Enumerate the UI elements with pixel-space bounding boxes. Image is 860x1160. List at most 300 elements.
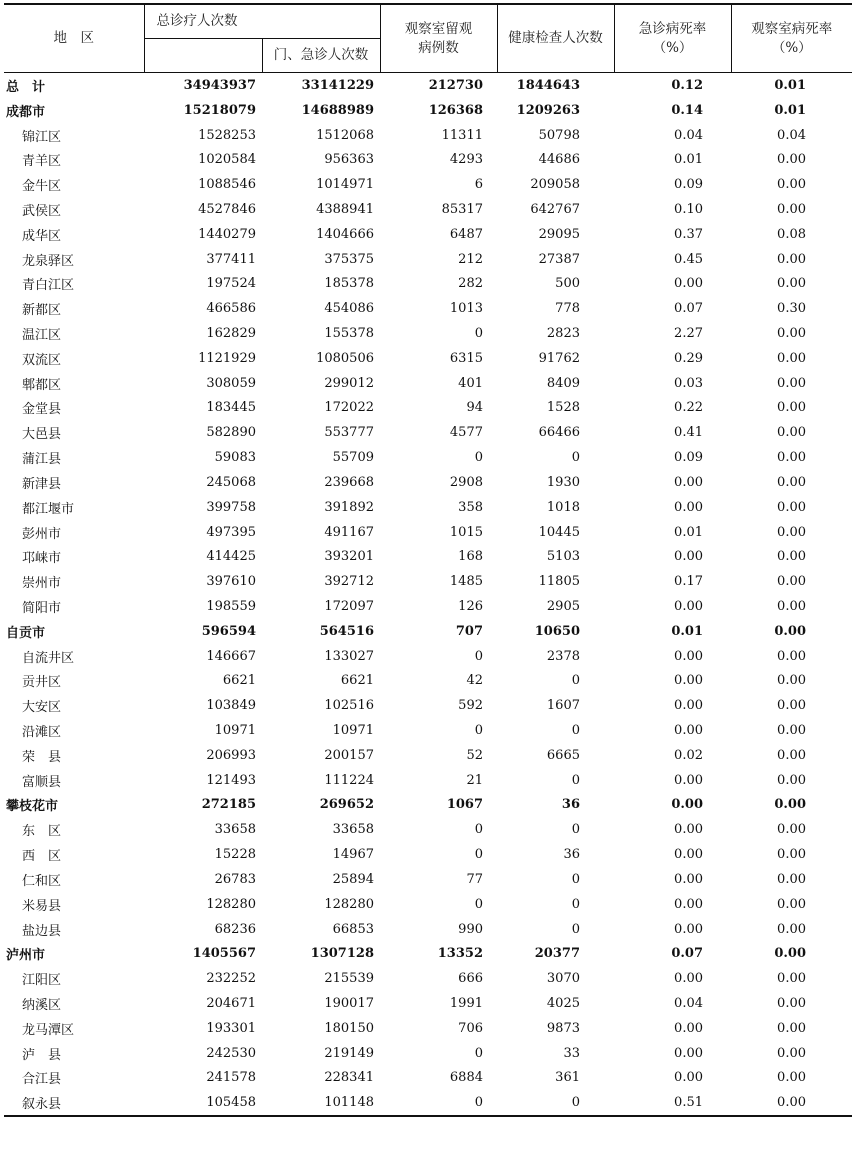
region-name-cell: 邛崃市	[22, 551, 62, 567]
observation-death-rate-cell: 0.08	[777, 226, 806, 242]
emergency-death-rate-cell: 0.00	[674, 549, 703, 565]
region-name-cell: 荣 县	[22, 749, 62, 765]
outpatient-emergency-cell: 375375	[324, 251, 374, 267]
total-visits-cell: 308059	[206, 375, 256, 391]
health-checkups-cell: 44686	[538, 152, 580, 168]
outpatient-emergency-cell: 66853	[332, 921, 374, 937]
outpatient-emergency-cell: 33658	[332, 822, 374, 838]
outpatient-emergency-cell: 1307128	[310, 946, 374, 962]
observation-cases-cell: 0	[474, 450, 483, 466]
total-visits-cell: 103849	[206, 698, 256, 714]
observation-cases-cell: 6	[474, 177, 483, 193]
table-row	[4, 495, 852, 520]
emergency-death-rate-cell: 0.10	[674, 201, 703, 217]
outpatient-emergency-cell: 391892	[324, 499, 374, 515]
emergency-death-rate-cell: 0.22	[674, 400, 703, 416]
observation-death-rate-cell: 0.00	[777, 474, 806, 490]
emergency-death-rate-cell: 0.04	[674, 995, 703, 1011]
header-observation-cases: 观察室留观病例数	[380, 4, 497, 73]
health-checkups-cell: 10445	[538, 524, 580, 540]
region-name-cell: 温江区	[22, 328, 62, 344]
emergency-death-rate-cell: 0.00	[674, 921, 703, 937]
emergency-death-rate-cell: 0.09	[674, 450, 703, 466]
outpatient-emergency-cell: 101148	[262, 1090, 380, 1116]
observation-death-rate-cell: 0.00	[777, 499, 806, 515]
emergency-death-rate-cell: 0.29	[674, 350, 703, 366]
region-name-cell: 东 区	[22, 824, 62, 840]
outpatient-emergency-cell: 228341	[324, 1070, 374, 1086]
region-name-cell: 彭州市	[22, 526, 62, 542]
outpatient-emergency-cell: 454086	[324, 301, 374, 317]
header-region: 地 区	[4, 4, 144, 73]
observation-cases-cell: 11311	[441, 127, 483, 143]
region-name-cell: 自流井区	[22, 650, 75, 666]
outpatient-emergency-cell: 1080506	[316, 350, 374, 366]
emergency-death-rate-cell: 0.45	[674, 251, 703, 267]
emergency-death-rate-cell: 0.07	[674, 301, 703, 317]
emergency-death-rate-cell: 0.00	[674, 971, 703, 987]
region-name-cell: 江阳区	[22, 973, 62, 989]
emergency-death-rate-cell: 0.00	[674, 499, 703, 515]
observation-death-rate-cell: 0.00	[777, 698, 806, 714]
observation-cases-cell: 0	[380, 1090, 497, 1116]
emergency-death-rate-cell: 0.00	[674, 896, 703, 912]
observation-cases-cell: 1015	[449, 524, 483, 540]
total-visits-cell: 6621	[222, 673, 256, 689]
health-checkups-cell: 0	[571, 921, 580, 937]
health-checkups-cell: 5103	[546, 549, 580, 565]
health-checkups-cell: 29095	[538, 226, 580, 242]
observation-cases-cell: 706	[458, 1020, 483, 1036]
emergency-death-rate-cell: 0.00	[674, 474, 703, 490]
observation-cases-cell: 1067	[446, 797, 483, 813]
table-row	[4, 371, 852, 396]
observation-death-rate-cell: 0.00	[777, 995, 806, 1011]
outpatient-emergency-cell: 185378	[324, 276, 374, 292]
health-checkups-cell: 0	[571, 871, 580, 887]
emergency-death-rate-cell: 0.00	[674, 1045, 703, 1061]
table-row	[4, 420, 852, 445]
emergency-death-rate-cell: 0.03	[674, 375, 703, 391]
observation-cases-cell: 126	[458, 598, 483, 614]
observation-cases-cell: 6487	[449, 226, 483, 242]
health-checkups-cell: 642767	[530, 201, 580, 217]
region-name-cell: 沿滩区	[22, 725, 62, 741]
outpatient-emergency-cell: 133027	[324, 648, 374, 664]
region-name-cell: 贡井区	[22, 675, 62, 691]
health-checkups-cell: 1930	[546, 474, 580, 490]
observation-death-rate-cell: 0.00	[777, 177, 806, 193]
observation-cases-cell: 0	[474, 723, 483, 739]
observation-death-rate-cell: 0.00	[777, 400, 806, 416]
observation-death-rate-cell: 0.00	[777, 375, 806, 391]
total-visits-cell: 105458	[144, 1090, 262, 1116]
observation-death-rate-cell: 0.00	[777, 276, 806, 292]
table-row	[4, 892, 852, 917]
table-row	[4, 346, 852, 371]
emergency-death-rate-cell: 0.00	[674, 1020, 703, 1036]
outpatient-emergency-cell: 1512068	[316, 127, 374, 143]
region-name-cell: 新津县	[22, 476, 62, 492]
table-row	[4, 793, 852, 818]
observation-death-rate-cell: 0.00	[731, 1090, 852, 1116]
table-row	[4, 693, 852, 718]
region-name-cell: 纳溪区	[22, 997, 62, 1013]
health-checkups-cell: 1844643	[516, 77, 580, 93]
observation-death-rate-cell: 0.00	[777, 574, 806, 590]
region-name-cell: 双流区	[22, 352, 62, 368]
health-checkups-cell: 0	[571, 772, 580, 788]
observation-cases-cell: 707	[455, 623, 483, 639]
health-checkups-cell: 0	[497, 1090, 614, 1116]
region-name-cell: 成华区	[22, 228, 62, 244]
total-visits-cell: 121493	[206, 772, 256, 788]
total-visits-cell: 241578	[206, 1070, 256, 1086]
region-name-cell: 金牛区	[22, 179, 62, 195]
observation-cases-cell: 0	[474, 896, 483, 912]
total-visits-cell: 397610	[206, 574, 256, 590]
observation-death-rate-cell: 0.00	[777, 723, 806, 739]
observation-death-rate-cell: 0.00	[777, 847, 806, 863]
table-row	[4, 73, 852, 98]
total-visits-cell: 206993	[206, 747, 256, 763]
emergency-death-rate-cell: 0.41	[674, 425, 703, 441]
total-visits-cell: 1440279	[198, 226, 256, 242]
observation-cases-cell: 0	[474, 847, 483, 863]
header-health-checkups: 健康检查人次数	[497, 4, 614, 73]
health-checkups-cell: 36	[563, 847, 580, 863]
health-checkups-cell: 11805	[538, 574, 580, 590]
table-row	[4, 594, 852, 619]
region-name-cell: 都江堰市	[22, 501, 75, 517]
observation-death-rate-cell: 0.00	[777, 350, 806, 366]
observation-cases-cell: 2908	[449, 474, 483, 490]
outpatient-emergency-cell: 553777	[324, 425, 374, 441]
emergency-death-rate-cell: 2.27	[674, 326, 703, 342]
table-row	[4, 296, 852, 321]
outpatient-emergency-cell: 239668	[324, 474, 374, 490]
observation-cases-cell: 592	[458, 698, 483, 714]
emergency-death-rate-cell: 0.01	[674, 524, 703, 540]
header-total-visits: 总诊疗人次数	[144, 4, 380, 39]
health-checkups-cell: 50798	[538, 127, 580, 143]
header-observation-death-rate: 观察室病死率（%）	[731, 4, 852, 73]
observation-death-rate-cell: 0.00	[777, 896, 806, 912]
table-row	[4, 396, 852, 421]
observation-cases-cell: 358	[458, 499, 483, 515]
region-name-cell: 叙永县	[4, 1090, 144, 1116]
total-visits-cell: 272185	[201, 797, 256, 813]
emergency-death-rate-cell: 0.51	[614, 1090, 731, 1116]
emergency-death-rate-cell: 0.00	[674, 1070, 703, 1086]
observation-death-rate-cell: 0.00	[774, 623, 806, 639]
emergency-death-rate-cell: 0.12	[671, 77, 703, 93]
table-header	[4, 4, 852, 73]
emergency-death-rate-cell: 0.00	[674, 847, 703, 863]
emergency-death-rate-cell: 0.04	[674, 127, 703, 143]
emergency-death-rate-cell: 0.00	[674, 698, 703, 714]
region-name-cell: 蒲江县	[22, 452, 62, 468]
total-visits-cell: 68236	[214, 921, 256, 937]
total-visits-cell: 1405567	[192, 946, 256, 962]
outpatient-emergency-cell: 299012	[324, 375, 374, 391]
region-name-cell: 米易县	[22, 898, 62, 914]
observation-cases-cell: 401	[458, 375, 483, 391]
health-checkups-cell: 1607	[546, 698, 580, 714]
emergency-death-rate-cell: 0.00	[674, 772, 703, 788]
health-checkups-cell: 27387	[538, 251, 580, 267]
total-visits-cell: 198559	[206, 598, 256, 614]
region-name-cell: 大邑县	[22, 427, 62, 443]
total-visits-cell: 4527846	[198, 201, 256, 217]
total-visits-cell: 146667	[206, 648, 256, 664]
health-checkups-cell: 20377	[534, 946, 580, 962]
observation-death-rate-cell: 0.00	[777, 251, 806, 267]
outpatient-emergency-cell: 14688989	[301, 102, 374, 118]
table-row	[4, 991, 852, 1016]
table-row	[4, 619, 852, 644]
emergency-death-rate-cell: 0.09	[674, 177, 703, 193]
total-visits-cell: 1528253	[198, 127, 256, 143]
region-name-cell: 崇州市	[22, 576, 62, 592]
outpatient-emergency-cell: 215539	[324, 971, 374, 987]
total-visits-cell: 193301	[206, 1020, 256, 1036]
emergency-death-rate-cell: 0.00	[674, 723, 703, 739]
table-row	[4, 842, 852, 867]
table-row	[4, 817, 852, 842]
health-checkups-cell: 6665	[546, 747, 580, 763]
outpatient-emergency-cell: 564516	[319, 623, 374, 639]
health-checkups-cell: 0	[571, 673, 580, 689]
observation-cases-cell: 85317	[441, 201, 483, 217]
outpatient-emergency-cell: 155378	[324, 326, 374, 342]
table-row	[4, 123, 852, 148]
total-visits-cell: 162829	[206, 326, 256, 342]
outpatient-emergency-cell: 10971	[332, 723, 374, 739]
region-name-cell: 自贡市	[6, 625, 46, 641]
observation-cases-cell: 4577	[449, 425, 483, 441]
observation-death-rate-cell: 0.00	[777, 1070, 806, 1086]
region-name-cell: 龙泉驿区	[22, 253, 75, 269]
table-row	[4, 222, 852, 247]
total-visits-cell: 183445	[206, 400, 256, 416]
health-checkups-cell: 0	[571, 896, 580, 912]
outpatient-emergency-cell: 1404666	[316, 226, 374, 242]
table-row	[4, 1041, 852, 1066]
region-name-cell: 简阳市	[22, 600, 62, 616]
emergency-death-rate-cell: 0.07	[671, 946, 703, 962]
health-checkups-cell: 2378	[546, 648, 580, 664]
health-checkups-cell: 500	[555, 276, 580, 292]
outpatient-emergency-cell: 4388941	[316, 201, 374, 217]
observation-death-rate-cell: 0.00	[777, 425, 806, 441]
outpatient-emergency-cell: 6621	[340, 673, 374, 689]
outpatient-emergency-cell: 1014971	[316, 177, 374, 193]
table-row	[4, 1016, 852, 1041]
health-checkups-cell: 3070	[546, 971, 580, 987]
health-checkups-cell: 1528	[546, 400, 580, 416]
observation-cases-cell: 212	[458, 251, 483, 267]
observation-death-rate-cell: 0.04	[777, 127, 806, 143]
total-visits-cell: 466586	[206, 301, 256, 317]
observation-death-rate-cell: 0.00	[777, 598, 806, 614]
health-checkups-cell: 36	[561, 797, 580, 813]
observation-cases-cell: 212730	[428, 77, 483, 93]
table-row	[4, 247, 852, 272]
health-checkups-cell: 0	[571, 450, 580, 466]
health-checkups-cell: 1209263	[516, 102, 580, 118]
total-visits-cell: 245068	[206, 474, 256, 490]
table-row	[4, 718, 852, 743]
outpatient-emergency-cell: 102516	[324, 698, 374, 714]
health-checkups-cell: 0	[571, 723, 580, 739]
total-visits-cell: 232252	[206, 971, 256, 987]
total-visits-cell: 26783	[214, 871, 256, 887]
total-visits-cell: 582890	[206, 425, 256, 441]
emergency-death-rate-cell: 0.00	[674, 648, 703, 664]
region-name-cell: 金堂县	[22, 402, 62, 418]
region-name-cell: 西 区	[22, 849, 62, 865]
observation-death-rate-cell: 0.00	[777, 326, 806, 342]
health-checkups-cell: 9873	[546, 1020, 580, 1036]
outpatient-emergency-cell: 111224	[324, 772, 374, 788]
observation-cases-cell: 0	[474, 822, 483, 838]
table-row	[4, 669, 852, 694]
outpatient-emergency-cell: 14967	[332, 847, 374, 863]
observation-cases-cell: 1013	[449, 301, 483, 317]
statistics-table-container	[4, 3, 852, 1117]
observation-death-rate-cell: 0.00	[777, 747, 806, 763]
region-name-cell: 青羊区	[22, 154, 62, 170]
outpatient-emergency-cell: 172022	[324, 400, 374, 416]
region-name-cell: 仁和区	[22, 873, 62, 889]
health-checkups-cell: 66466	[538, 425, 580, 441]
observation-cases-cell: 6315	[449, 350, 483, 366]
table-row	[4, 743, 852, 768]
emergency-death-rate-cell: 0.01	[674, 152, 703, 168]
emergency-death-rate-cell: 0.37	[674, 226, 703, 242]
observation-death-rate-cell: 0.00	[774, 946, 806, 962]
total-visits-cell: 377411	[206, 251, 256, 267]
outpatient-emergency-cell: 190017	[324, 995, 374, 1011]
outpatient-emergency-cell: 25894	[332, 871, 374, 887]
observation-death-rate-cell: 0.01	[774, 77, 806, 93]
health-checkups-cell: 1018	[546, 499, 580, 515]
table-row	[4, 147, 852, 172]
health-checkups-cell: 2823	[546, 326, 580, 342]
outpatient-emergency-cell: 128280	[324, 896, 374, 912]
total-visits-cell: 128280	[206, 896, 256, 912]
outpatient-emergency-cell: 172097	[324, 598, 374, 614]
table-row	[4, 917, 852, 942]
region-name-cell: 新都区	[22, 303, 62, 319]
total-visits-cell: 34943937	[183, 77, 256, 93]
observation-death-rate-cell: 0.00	[777, 152, 806, 168]
health-checkups-cell: 10650	[534, 623, 580, 639]
health-checkups-cell: 33	[563, 1045, 580, 1061]
emergency-death-rate-cell: 0.00	[674, 673, 703, 689]
header-emergency-death-rate: 急诊病死率（%）	[614, 4, 731, 73]
observation-cases-cell: 1991	[449, 995, 483, 1011]
observation-cases-cell: 990	[458, 921, 483, 937]
region-name-cell: 盐边县	[22, 923, 62, 939]
outpatient-emergency-cell: 33141229	[301, 77, 374, 93]
observation-death-rate-cell: 0.00	[777, 1045, 806, 1061]
total-visits-cell: 399758	[206, 499, 256, 515]
total-visits-cell: 596594	[201, 623, 256, 639]
region-name-cell: 泸州市	[6, 948, 46, 964]
outpatient-emergency-cell: 180150	[324, 1020, 374, 1036]
total-visits-cell: 197524	[206, 276, 256, 292]
total-visits-cell: 414425	[206, 549, 256, 565]
observation-death-rate-cell: 0.00	[777, 549, 806, 565]
health-checkups-cell: 361	[555, 1070, 580, 1086]
table-row	[4, 569, 852, 594]
table-row	[4, 172, 852, 197]
total-visits-cell: 10971	[214, 723, 256, 739]
health-checkups-cell: 8409	[546, 375, 580, 391]
health-checkups-cell: 4025	[546, 995, 580, 1011]
observation-cases-cell: 282	[458, 276, 483, 292]
observation-cases-cell: 126368	[428, 102, 483, 118]
observation-cases-cell: 42	[466, 673, 483, 689]
emergency-death-rate-cell: 0.00	[674, 822, 703, 838]
region-name-cell: 武侯区	[22, 203, 62, 219]
health-checkups-cell: 91762	[538, 350, 580, 366]
total-visits-cell: 33658	[214, 822, 256, 838]
observation-cases-cell: 4293	[449, 152, 483, 168]
observation-cases-cell: 77	[466, 871, 483, 887]
region-name-cell: 总 计	[6, 79, 46, 95]
observation-death-rate-cell: 0.00	[777, 201, 806, 217]
observation-cases-cell: 0	[474, 1045, 483, 1061]
health-checkups-cell: 209058	[530, 177, 580, 193]
table-row	[4, 321, 852, 346]
observation-cases-cell: 21	[466, 772, 483, 788]
observation-death-rate-cell: 0.30	[777, 301, 806, 317]
table-row	[4, 98, 852, 123]
table-row	[4, 197, 852, 222]
health-checkups-cell: 0	[571, 822, 580, 838]
region-name-cell: 郫都区	[22, 377, 62, 393]
observation-death-rate-cell: 0.00	[777, 1020, 806, 1036]
total-visits-cell: 15218079	[183, 102, 256, 118]
observation-death-rate-cell: 0.00	[777, 524, 806, 540]
observation-death-rate-cell: 0.00	[777, 871, 806, 887]
emergency-death-rate-cell: 0.00	[674, 276, 703, 292]
emergency-death-rate-cell: 0.02	[674, 747, 703, 763]
region-name-cell: 大安区	[22, 700, 62, 716]
emergency-death-rate-cell: 0.00	[671, 797, 703, 813]
total-visits-cell: 1020584	[198, 152, 256, 168]
observation-death-rate-cell: 0.00	[777, 673, 806, 689]
observation-cases-cell: 13352	[437, 946, 483, 962]
total-visits-cell: 59083	[214, 450, 256, 466]
table-row	[4, 768, 852, 793]
header-outpatient-emergency: 门、急诊人次数	[262, 39, 380, 73]
emergency-death-rate-cell: 0.17	[674, 574, 703, 590]
table-row	[4, 272, 852, 297]
table-row	[4, 941, 852, 966]
region-name-cell: 成都市	[6, 104, 46, 120]
observation-cases-cell: 666	[458, 971, 483, 987]
total-visits-cell: 204671	[206, 995, 256, 1011]
region-name-cell: 富顺县	[22, 774, 62, 790]
table-row	[4, 1066, 852, 1091]
table-row	[4, 867, 852, 892]
emergency-death-rate-cell: 0.14	[671, 102, 703, 118]
outpatient-emergency-cell: 392712	[324, 574, 374, 590]
